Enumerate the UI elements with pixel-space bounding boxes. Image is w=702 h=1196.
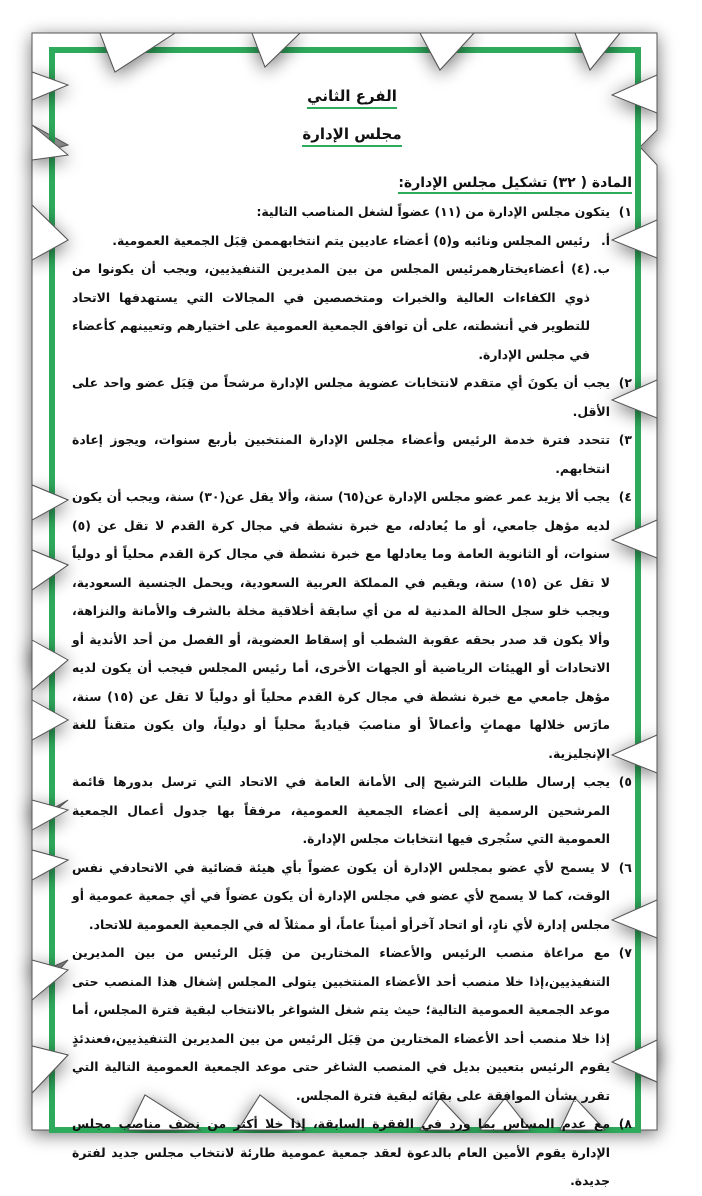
item-number: ٢) [618, 375, 632, 390]
list-item [72, 939, 632, 1110]
subitem-letter: ب. [592, 261, 610, 276]
item-text: تتحدد فترة خدمة الرئيس وأعضاء مجلس الإدارة المنتخبين بأربع سنوات، ويجوز إعادة انتخابهم. [72, 432, 610, 476]
article-title: المادة ( ٣٢) تشكيل مجلس الإدارة: [72, 172, 632, 194]
item-number: ٦) [618, 859, 632, 875]
item-number: ٧) [618, 945, 632, 960]
list-item [72, 1110, 632, 1196]
section-title: الفرع الثاني [72, 86, 632, 106]
list-item [72, 426, 632, 483]
subsection-title: مجلس الإدارة [72, 124, 632, 144]
list-item [72, 854, 632, 940]
item-number: ٥) [618, 774, 632, 789]
item-number: ٤) [618, 489, 632, 504]
list-item [72, 483, 632, 768]
subitem-text: رئيس المجلس ونائبه و(٥) أعضاء عاديين يتم انتخابهممن قِبَل الجمعية العمومية. [112, 232, 590, 248]
item-text: يجب إرسال طلبات الترشيح إلى الأمانة العامة في الاتحاد التي ترسل بدورها قائمة المرشحين الرسمية إلى أعضاء الجمعية العمومية، مرفقاً بها جدول أعمال الجمعية العمومية التي ستُجرى فيها انتخابات مجلس الإدارة. [72, 774, 610, 846]
document-body [72, 86, 632, 1196]
item-number: ٨) [618, 1116, 632, 1131]
sub-list-item [72, 227, 610, 256]
item-text: يجب أن يكونَ أي متقدم لانتخابات عضوية مجلس الإدارة مرشحاً من قِبَل عضو واحد على الأقل. [72, 375, 610, 419]
sub-list-item [72, 255, 610, 369]
list-item [72, 768, 632, 854]
item-number: ٣) [618, 432, 632, 447]
list-item [72, 198, 632, 227]
item-text: مع مراعاة منصب الرئيس والأعضاء المختارين من قِبَل الرئيس من بين المديرين التنفيذيين،إذا خلا منصب أحد الأعضاء المنتخبين يتولى المجلس إشغال هذا المنصب حتى موعد الجمعية العمومية التالية؛ حيث يتم شغل الشواغر بالانتخاب لبقية فترة المجلس، أما إذا خلا منصب أحد الأعضاء المختارين من قِبَل الرئيس من بين المديرين التنفيذيين،فعندئذٍ يقوم الرئيس بتعيين بديل في المنصب الشاغر حتى موعد الجمعية العمومية التالية التي تقرر بشأن الموافقة على بقائه لبقية فترة المجلس. [72, 945, 610, 1103]
list-item [72, 369, 632, 426]
item-number: ١) [618, 204, 632, 219]
subitem-text: (٤) أعضاءيختارهمرئيس المجلس من بين المديرين التنفيذيين، ويجب أن يكونوا من ذوي الكفاءات العالية والخبرات ومتخصصين في المجالات التي يستهدفها الاتحاد للتطوير في أنشطته، على أن توافق الجمعية العمومية على اختيارهم وتعيينهم كأعضاء في مجلس الإدارة. [72, 261, 590, 362]
item-text: لا يسمح لأي عضو بمجلس الإدارة أن يكون عضواً بأي هيئة قضائية في الاتحادفي نفس الوقت، كما لا يسمح لأي عضو في مجلس الإدارة أن يكون عضواً في أي جمعية عمومية أو مجلس إدارة لأي نادٍ، أو اتحاد آخرأو أميناً عاماً، أو ممثلاً له في الجمعية العمومية للاتحاد. [72, 859, 610, 932]
item-text: يتكون مجلس الإدارة من (١١) عضواً لشغل المناصب التالية: [256, 204, 610, 219]
item-text: مع عدم المساس بما ورد في الفقرة السابقة، إذا خلا أكثر من نصف مناصب مجلس الإدارة يقوم الأمين العام بالدعوة لعقد جمعية عمومية طارئة لانتخاب مجلس جديد لفترة جديدة. [72, 1116, 610, 1188]
item-text: يجب ألا يزيد عمر عضو مجلس الإدارة عن(٦٥) سنة، وألا يقل عن(٣٠) سنة، ويجب أن يكون لديه مؤهل جامعي، أو ما يُعادله، مع خبرة نشطة في مجال كرة القدم لا تقل عن (٥) سنوات، أو الثانوية العامة وما يعادلها مع خبرة نشطة في مجال كرة القدم محلياً أو دولياً لا تقل عن (١٥) سنة، ويقيم في المملكة العربية السعودية، ويحمل الجنسية السعودية، ويجب خلو سجل الحالة المدنية له من أي سابقة أخلاقية مخلة بالشرف والأمانة والنزاهة، وألا يكون قد صدر بحقه عقوبة الشطب أو إسقاط العضوية، أو الفصل من أحد الأندية أو الاتحادات أو الهيئات الرياضية أو الجهات الأخرى، أما رئيس المجلس فيجب أن يكون لديه مؤهل جامعي مع خبرة نشطة في مجال كرة القدم محلياً أو دولياً لا تقل عن (١٥) سنة، مارَس خلالها مهماتٍ وأعمالاً أو مناصبَ قياديةً محلياً أو دولياً، وان يكون متقناً للغة الإنجليزية. [72, 489, 610, 761]
subitem-letter: أ. [601, 232, 610, 248]
